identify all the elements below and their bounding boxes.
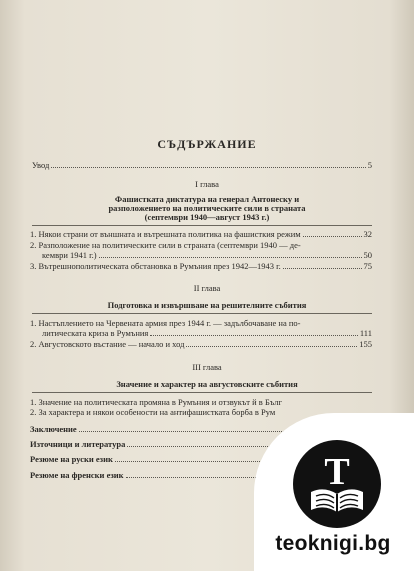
toc-entry-page: 32: [363, 229, 372, 239]
toc-entry: [30, 261, 372, 271]
dot-leader: [283, 262, 362, 269]
toc-title: СЪДЪРЖАНИЕ: [157, 137, 257, 151]
toc-entry-label: кември 1941 г.): [42, 250, 97, 260]
toc-entry-label: Заключение: [30, 424, 77, 434]
chapter-subtitle-line: Фашистката диктатура на генерал Антонеску и: [114, 194, 300, 204]
chapter-heading: II глава: [193, 283, 221, 293]
chapter-heading: III глава: [192, 362, 222, 372]
toc-entry-page: 155: [359, 339, 372, 349]
watermark-site-name[interactable]: teoknigi.bg: [275, 532, 391, 555]
chapter-subtitle-line: Подготовка и извършване на решителните събития: [107, 300, 307, 310]
toc-entry: [30, 339, 372, 349]
toc-entry-label: литическата криза в Румъния: [42, 328, 149, 338]
toc-entry-line: 2. Разположение на политическите сили в страната (септември 1940 — де-: [30, 240, 301, 250]
chapter-subtitle-line: разположението на политическите сили в страната: [108, 203, 306, 213]
toc-entry-page: 75: [363, 261, 372, 271]
toc-entry-line: 1. Настъплението на Червената армия през 1944 г. — задълбочаване на по-: [30, 318, 301, 328]
chapter-heading: I глава: [195, 179, 219, 189]
toc-entry-label: Резюме на руски език: [30, 454, 113, 464]
watermark-logo: [293, 440, 381, 528]
toc-entry: [42, 250, 372, 260]
dot-leader: [150, 329, 358, 336]
open-book-icon: [293, 440, 381, 528]
toc-entry-label: Източници и литература: [30, 439, 126, 449]
logo-letter: T: [324, 451, 350, 493]
divider: [32, 392, 372, 393]
dot-leader: [99, 251, 362, 258]
toc-entry-line: 1. Значение на политическата промяна в Румъния и отзвукът й в Бълг: [30, 397, 282, 407]
toc-entry: [30, 229, 372, 239]
toc-entry-label: Резюме на френски език: [30, 470, 124, 480]
toc-entry-label: 1. Някои страни от външната и вътрешната политика на фашисткия режим: [30, 229, 301, 239]
chapter-subtitle-line: (септември 1940—август 1943 г.): [144, 212, 270, 222]
toc-entry-label: 3. Вътрешнополитическата обстановка в Румъния през 1942—1943 г.: [30, 261, 281, 271]
dot-leader: [303, 230, 362, 237]
toc-entry-label: Увод: [32, 160, 50, 170]
chapter-subtitle-line: Значение и характер на августовските събития: [116, 379, 298, 389]
toc-entry-intro: [32, 160, 372, 170]
toc-entry: [42, 328, 372, 338]
dot-leader: [186, 340, 357, 347]
toc-entry-line: 2. За характера и някои особености на антифашистката борба в Рум: [30, 407, 276, 417]
toc-entry-label: 2. Августовското въстание — начало и ход: [30, 339, 185, 349]
toc-entry-page: 5: [367, 160, 372, 170]
toc-entry-page: 111: [359, 328, 372, 338]
toc-entry-page: 50: [363, 250, 372, 260]
divider: [32, 225, 372, 226]
dot-leader: [51, 161, 365, 168]
divider: [32, 313, 372, 314]
